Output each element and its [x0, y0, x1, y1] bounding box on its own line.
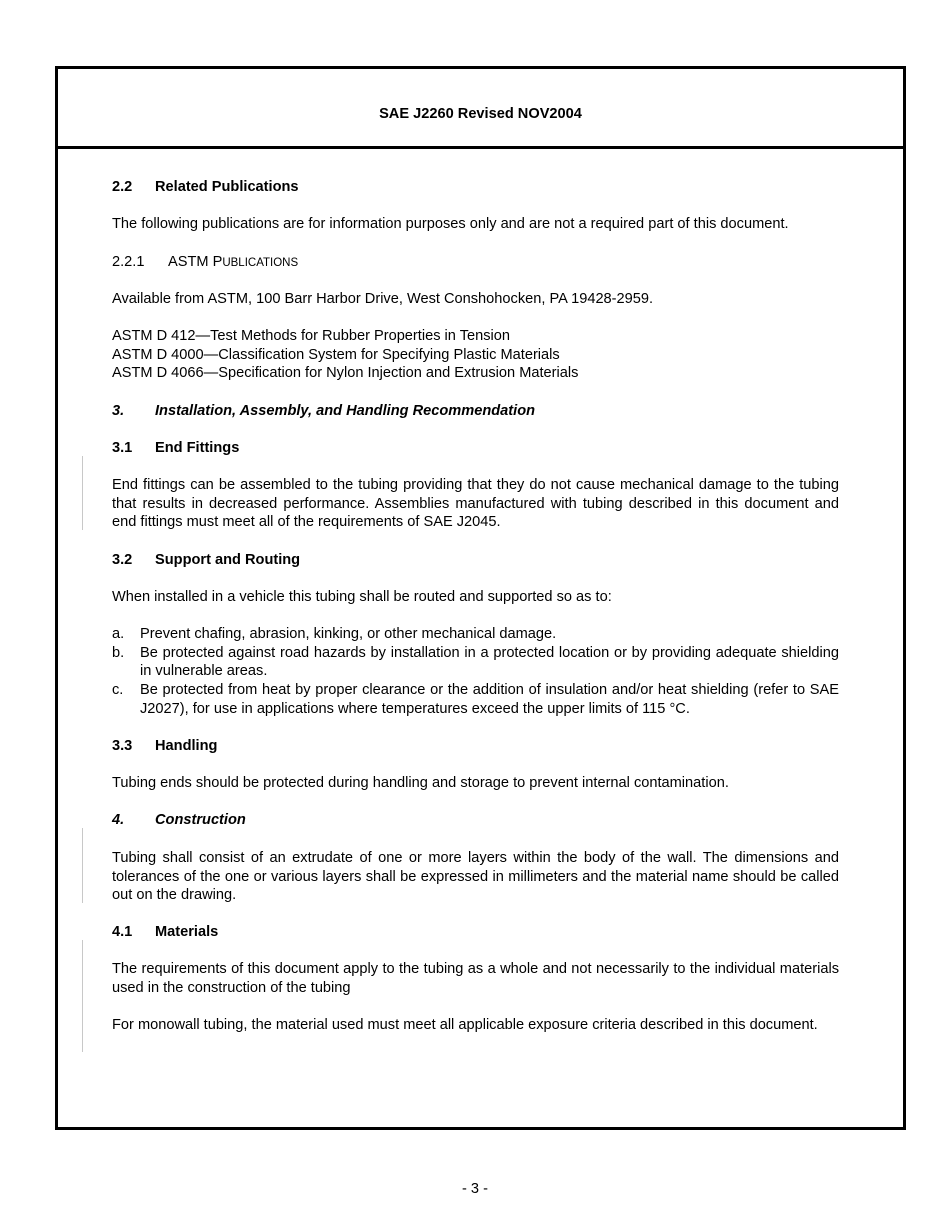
- change-bar: [82, 456, 83, 530]
- list-item: c. Be protected from heat by proper clearance or the addition of insulation and/or heat shielding (refer to SAE J2027), for use in applications where temperatures exceed the upper limits of 115 °C.: [112, 682, 839, 717]
- section-3-3-text: Tubing ends should be protected during handling and storage to prevent internal contamination.: [112, 775, 729, 791]
- section-2-2-text: The following publications are for information purposes only and are not a required part of this document.: [112, 216, 789, 232]
- document-title: SAE J2260 Revised NOV2004: [379, 106, 582, 122]
- section-3-3-heading: 3.3 Handling: [112, 738, 218, 754]
- document-header: [58, 69, 903, 149]
- section-3-1-heading: 3.1 End Fittings: [112, 440, 240, 456]
- list-item: b. Be protected against road hazards by installation in a protected location or by providing adequate shielding in vulnerable areas.: [112, 644, 839, 680]
- astm-reference: ASTM D 412—Test Methods for Rubber Properties in Tension: [112, 328, 510, 344]
- astm-reference-list: [112, 327, 839, 383]
- section-2-2-1-heading: 2.2.1 ASTM PUBLICATIONS: [112, 254, 299, 270]
- change-bar: [82, 940, 83, 1052]
- routing-list: [112, 625, 839, 719]
- section-3-2-text: When installed in a vehicle this tubing shall be routed and supported so as to:: [112, 589, 612, 605]
- page-number: - 3 -: [462, 1181, 488, 1197]
- section-4-1-heading: 4.1 Materials: [112, 924, 219, 940]
- section-4-heading: 4. Construction: [112, 812, 246, 828]
- section-4-text: Tubing shall consist of an extrudate of one or more layers within the body of the wall. The dimensions and tolerances of the one or various layers shall be expressed in millimeters and the material name should be called out on the drawing.: [112, 850, 839, 904]
- section-3-2-heading: 3.2 Support and Routing: [112, 552, 301, 568]
- list-item: a. Prevent chafing, abrasion, kinking, or other mechanical damage.: [112, 626, 557, 642]
- section-3-1-text: End fittings can be assembled to the tubing providing that they do not cause mechanical damage to the tubing that results in decreased performance. Assemblies manufactured with tubing described in this document and end fittings must meet all of the requirements of SAE J2045.: [112, 477, 839, 531]
- section-4-1-text: For monowall tubing, the material used must meet all applicable exposure criteria described in this document.: [112, 1017, 818, 1033]
- astm-reference: ASTM D 4000—Classification System for Specifying Plastic Materials: [112, 346, 560, 363]
- change-bar: [82, 828, 83, 903]
- section-3-heading: 3. Installation, Assembly, and Handling Recommendation: [112, 403, 536, 419]
- astm-reference: ASTM D 4066—Specification for Nylon Injection and Extrusion Materials: [112, 365, 579, 382]
- section-4-1-text: The requirements of this document apply to the tubing as a whole and not necessarily to the individual materials used in the construction of the tubing: [112, 961, 839, 996]
- section-2-2-1-text: Available from ASTM, 100 Barr Harbor Drive, West Conshohocken, PA 19428-2959.: [112, 291, 654, 307]
- section-2-2-heading: 2.2 Related Publications: [112, 179, 299, 195]
